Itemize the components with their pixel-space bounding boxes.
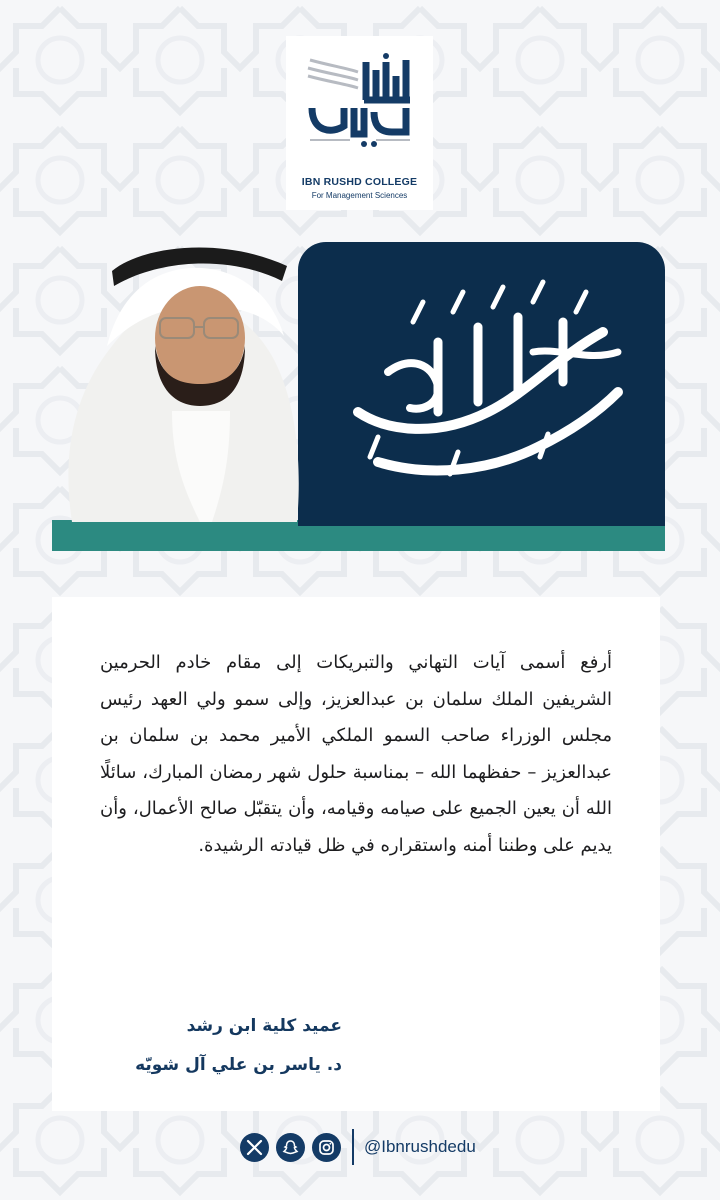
snapchat-icon[interactable] — [276, 1133, 305, 1162]
signature-title: عميد كلية ابن رشد — [186, 1016, 342, 1036]
ramadan-greeting-card — [298, 242, 665, 526]
congratulatory-message: أرفع أسمى آيات التهاني والتبريكات إلى مقام خادم الحرمين الشريفين الملك سلمان بن عبدالعزيز، وإلى سمو ولي العهد رئيس مجلس الوزراء صاحب السمو الملكي الأمير محمد بن سلمان بن عبدالعزيز – حفظهما الله – بمناسبة حلول شهر رمضان المبارك، سائلًا الله أن يعين الجميع على صيامه وقيامه، وأن يتقبّل صالح الأعمال، وأن يديم على وطننا أمنه واستقراره في ظل قيادته الرشيدة. — [100, 652, 612, 856]
dean-portrait — [52, 226, 302, 522]
footer-divider — [352, 1129, 354, 1165]
x-icon[interactable] — [240, 1133, 269, 1162]
instagram-icon[interactable] — [312, 1133, 341, 1162]
ramadan-kareem-calligraphy — [318, 262, 645, 506]
social-footer — [240, 1133, 520, 1163]
message-card — [52, 597, 660, 1111]
college-logo — [286, 36, 433, 210]
logo-english-name: IBN RUSHD COLLEGE — [301, 176, 418, 188]
social-handle[interactable]: @Ibnrushdedu — [364, 1137, 476, 1156]
ibn-rushd-arabic-logo-mark — [302, 52, 417, 154]
logo-english-subtitle: For Management Sciences — [311, 191, 408, 200]
signature-name: د. ياسر بن علي آل شويّه — [135, 1055, 342, 1075]
